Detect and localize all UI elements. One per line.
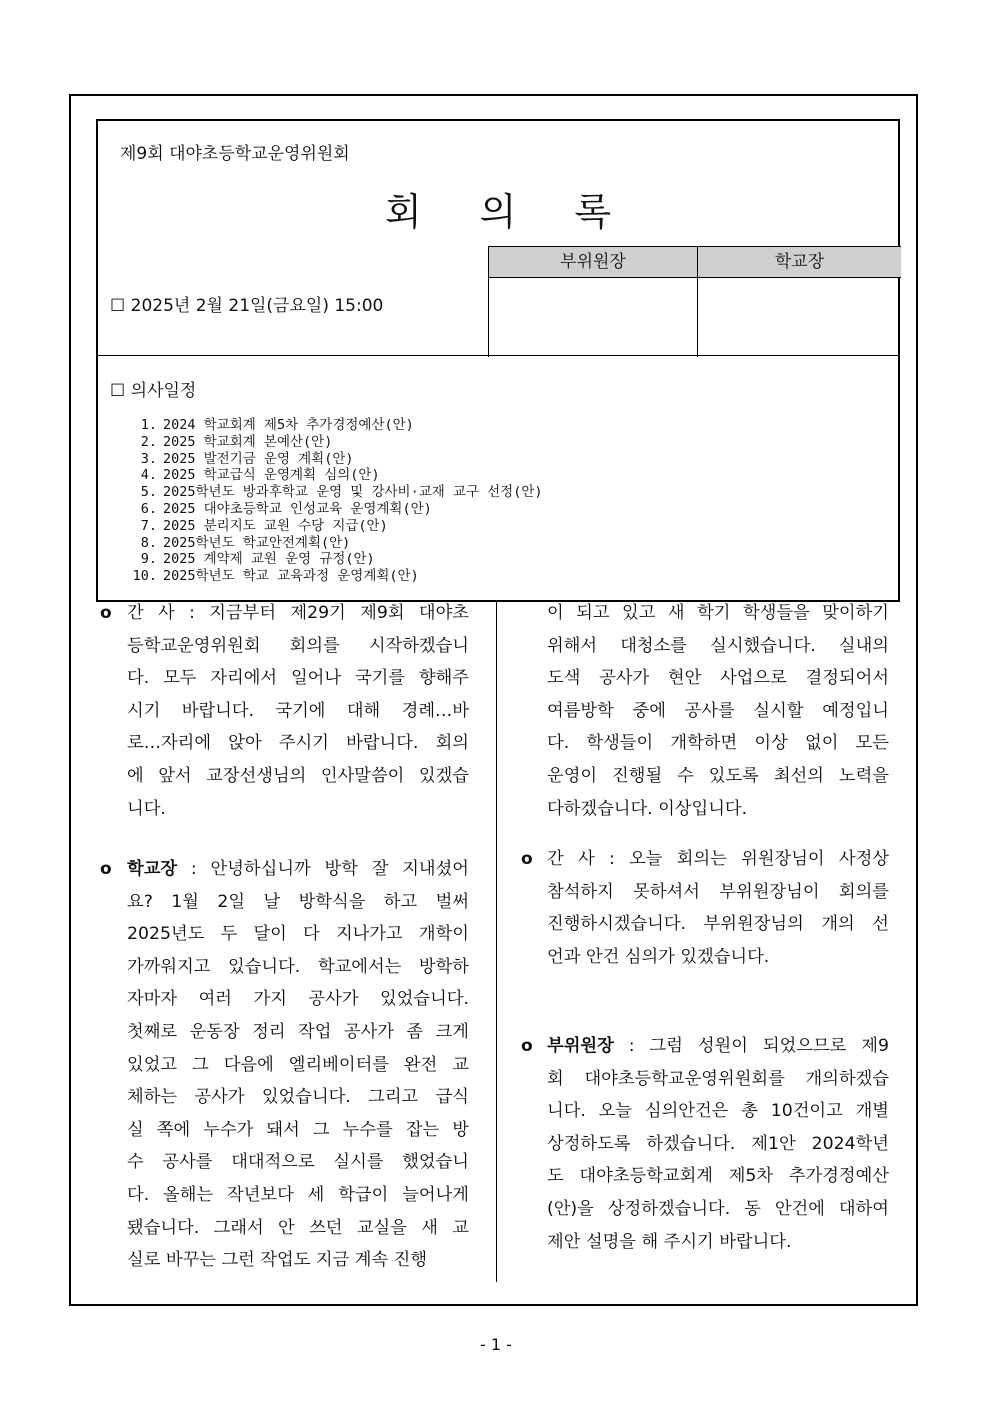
entry-line-text: 상정하도록 하겠습니다. 제1안 2024학년: [547, 1133, 889, 1154]
bullet-marker: o: [100, 603, 112, 623]
agenda-item: [122, 417, 543, 434]
entry-line-text: 실로 바꾸는 그런 작업도 지금 계속 진행: [127, 1250, 428, 1271]
minutes-entry: [547, 1030, 889, 1258]
agenda-item: [122, 518, 543, 535]
entry-line-text: 진행하시겠습니다. 부위원장님의 개의 선: [547, 914, 889, 935]
entry-line: [547, 1128, 889, 1161]
entry-line-text: 다. 올해는 작년보다 세 학급이 늘어나게: [127, 1184, 469, 1205]
entry-line: [547, 630, 889, 663]
minutes-entry: [127, 853, 469, 1277]
entry-line-text: 언과 안건 심의가 있겠습니다.: [547, 946, 770, 967]
speaker-name: 학교장: [127, 859, 178, 879]
agenda-item-text: 2025학년도 방과후학교 운영 및 강사비·교재 교구 선정(안): [163, 484, 543, 501]
entry-line: [547, 941, 889, 974]
agenda-item-text: 2025 발전기금 운영 계획(안): [163, 450, 354, 467]
agenda-item-number: 10.: [132, 568, 157, 585]
entry-line: [547, 908, 889, 941]
page-number: - 1 -: [480, 1335, 512, 1354]
entry-line: [547, 597, 889, 630]
entry-line: [547, 662, 889, 695]
entry-line-text: 여름방학 중에 공사를 실시할 예정입니: [547, 700, 889, 721]
agenda-item-text: 2025학년도 학교 교육과정 운영계획(안): [163, 568, 419, 585]
council-name: 제9회 대야초등학교운영위원회: [120, 144, 350, 164]
agenda-item-number: 8.: [140, 534, 157, 551]
entry-line: [547, 695, 889, 728]
minutes-entry: [127, 597, 469, 825]
entry-line: [127, 727, 469, 760]
agenda-item-text: 2024 학교회계 제5차 추가경정예산(안): [163, 417, 414, 433]
agenda-item-number: 5.: [140, 484, 157, 501]
agenda-item: [122, 434, 543, 451]
entry-line: [547, 1095, 889, 1128]
entry-line: [127, 1179, 469, 1212]
entry-line: [127, 951, 469, 984]
approval-box-principal: [698, 278, 901, 357]
bullet-marker: o: [521, 849, 533, 869]
entry-line: [127, 983, 469, 1016]
entry-line-text: 간 사 : 오늘 회의는 위원장님이 사정상: [547, 849, 889, 869]
entry-line-text: 시기 바랍니다. 국기에 대해 경례…바: [127, 700, 469, 721]
entry-line: [127, 662, 469, 695]
entry-line-text: 다하겠습니다. 이상입니다.: [547, 798, 748, 819]
entry-line: [127, 793, 469, 826]
agenda-item-text: 2025 학교급식 운영계획 심의(안): [163, 467, 380, 484]
entry-line-text: 체하는 공사가 있었습니다. 그리고 급식: [127, 1087, 469, 1108]
entry-line: [127, 597, 469, 630]
approval-box-vice-chair: [489, 278, 698, 357]
entry-line-text: (안)을 상정하겠습니다. 동 안건에 대하여: [547, 1198, 889, 1219]
entry-line: [127, 1146, 469, 1179]
entry-line: [127, 1049, 469, 1082]
agenda-item: [122, 467, 543, 484]
entry-line-text: 위해서 대청소를 실시했습니다. 실내의: [547, 635, 889, 656]
entry-line: [127, 1114, 469, 1147]
entry-line-text: 운영이 진행될 수 있도록 최선의 노력을: [547, 765, 889, 786]
agenda-item-text: 2025 분리지도 교원 수당 지급(안): [163, 517, 388, 534]
entry-line-text: 간 사 : 지금부터 제29기 제9회 대야초: [127, 603, 469, 623]
entry-line: [547, 1160, 889, 1193]
agenda-item: [122, 484, 543, 501]
minutes-header: [96, 119, 900, 602]
entry-line: [547, 1030, 889, 1063]
agenda-item: [122, 568, 543, 585]
entry-line-text: 됐습니다. 그래서 안 쓰던 교실을 새 교: [127, 1217, 469, 1238]
entry-line-text: 가까워지고 있습니다. 학교에서는 방학하: [127, 956, 469, 977]
entry-line: [547, 727, 889, 760]
entry-line: [547, 1193, 889, 1226]
approval-table: [488, 246, 901, 357]
minutes-entry: [547, 843, 889, 973]
agenda-item: [122, 551, 543, 568]
entry-line-text: 도 대야초등학교회계 제5차 추가경정예산: [547, 1166, 889, 1187]
entry-line-text: 로…자리에 앉아 주시기 바랍니다. 회의: [127, 733, 469, 754]
entry-line-text: 제안 설명을 해 주시기 바랍니다.: [547, 1231, 792, 1252]
entry-line-text: : 그럼 성원이 되었으므로 제9: [613, 1036, 889, 1056]
entry-line-text: 등학교운영위원회 회의를 시작하겠습니: [127, 635, 469, 656]
entry-line: [547, 760, 889, 793]
entry-line-text: 첫째로 운동장 정리 작업 공사가 좀 크게: [127, 1021, 469, 1042]
entry-line: [547, 793, 889, 826]
entry-line-text: 실 쪽에 누수가 돼서 그 누수를 잡는 방: [127, 1119, 469, 1140]
entry-line-text: 있었고 그 다음에 엘리베이터를 완전 교: [127, 1054, 469, 1075]
agenda-heading: ☐ 의사일정: [110, 381, 197, 401]
entry-line: [127, 1244, 469, 1277]
divider: [98, 355, 898, 356]
entry-line-text: 참석하지 못하셔서 부위원장님이 회의를: [547, 881, 889, 902]
entry-line: [547, 876, 889, 909]
entry-line: [127, 918, 469, 951]
agenda-item-text: 2025 학교회계 본예산(안): [163, 433, 333, 450]
agenda-item: [122, 501, 543, 518]
entry-line: [127, 695, 469, 728]
entry-line-text: 2025년도 두 달이 다 지나가고 개학이: [127, 924, 469, 945]
entry-line-text: 이 되고 있고 새 학기 학생들을 맞이하기: [547, 603, 889, 623]
page-title: 회의록: [384, 190, 670, 234]
entry-line: [127, 760, 469, 793]
entry-line: [547, 1226, 889, 1259]
agenda-item-number: 6.: [140, 500, 157, 517]
entry-line: [127, 630, 469, 663]
entry-line: [547, 843, 889, 876]
entry-line-text: 수 공사를 대대적으로 실시를 했었습니: [127, 1152, 469, 1173]
speaker-name: 부위원장: [547, 1036, 614, 1056]
agenda-item-number: 3.: [140, 450, 157, 467]
entry-line-text: 도색 공사가 현안 사업으로 결정되어서: [547, 668, 889, 689]
bullet-marker: o: [521, 1036, 533, 1056]
minutes-entry: [547, 597, 889, 825]
agenda-item-number: 9.: [140, 551, 157, 568]
agenda-item-number: 1.: [140, 417, 157, 433]
entry-line-text: 니다.: [127, 798, 166, 819]
approval-header-vice-chair: 부위원장: [489, 247, 698, 278]
agenda-item-number: 2.: [140, 433, 157, 450]
entry-line: [547, 1063, 889, 1096]
agenda-item-number: 4.: [140, 467, 157, 484]
entry-line-text: 니다. 오늘 심의안건은 총 10건이고 개별: [547, 1101, 889, 1122]
entry-line-text: 자마자 여러 가지 공사가 있었습니다.: [127, 989, 469, 1010]
entry-line-text: : 안녕하십니까 방학 잘 지내셨어: [177, 859, 469, 879]
agenda-item-text: 2025학년도 학교안전계획(안): [163, 534, 351, 551]
entry-line: [127, 1016, 469, 1049]
agenda-item-text: 2025 대야초등학교 인성교육 운영계획(안): [163, 500, 432, 517]
entry-line-text: 회 대야초등학교운영위원회를 개의하겠습: [547, 1068, 889, 1089]
agenda-item-text: 2025 계약제 교원 운영 규정(안): [163, 551, 375, 568]
agenda-item: [122, 535, 543, 552]
entry-line-text: 다. 학생들이 개학하면 이상 없이 모든: [547, 733, 889, 754]
meeting-date: ☐ 2025년 2월 21일(금요일) 15:00: [110, 296, 384, 316]
entry-line-text: 다. 모두 자리에서 일어나 국기를 향해주: [127, 668, 469, 689]
entry-line-text: 요? 1월 2일 날 방학식을 하고 벌써: [127, 891, 469, 912]
column-divider: [496, 602, 497, 1282]
entry-line: [127, 886, 469, 919]
bullet-marker: o: [100, 859, 112, 879]
entry-line-text: 에 앞서 교장선생님의 인사말씀이 있겠습: [127, 765, 469, 786]
agenda-item-number: 7.: [140, 517, 157, 534]
approval-header-principal: 학교장: [698, 247, 901, 278]
agenda-list: [122, 417, 543, 585]
entry-line: [127, 1081, 469, 1114]
entry-line: [127, 853, 469, 886]
agenda-item: [122, 451, 543, 468]
entry-line: [127, 1212, 469, 1245]
